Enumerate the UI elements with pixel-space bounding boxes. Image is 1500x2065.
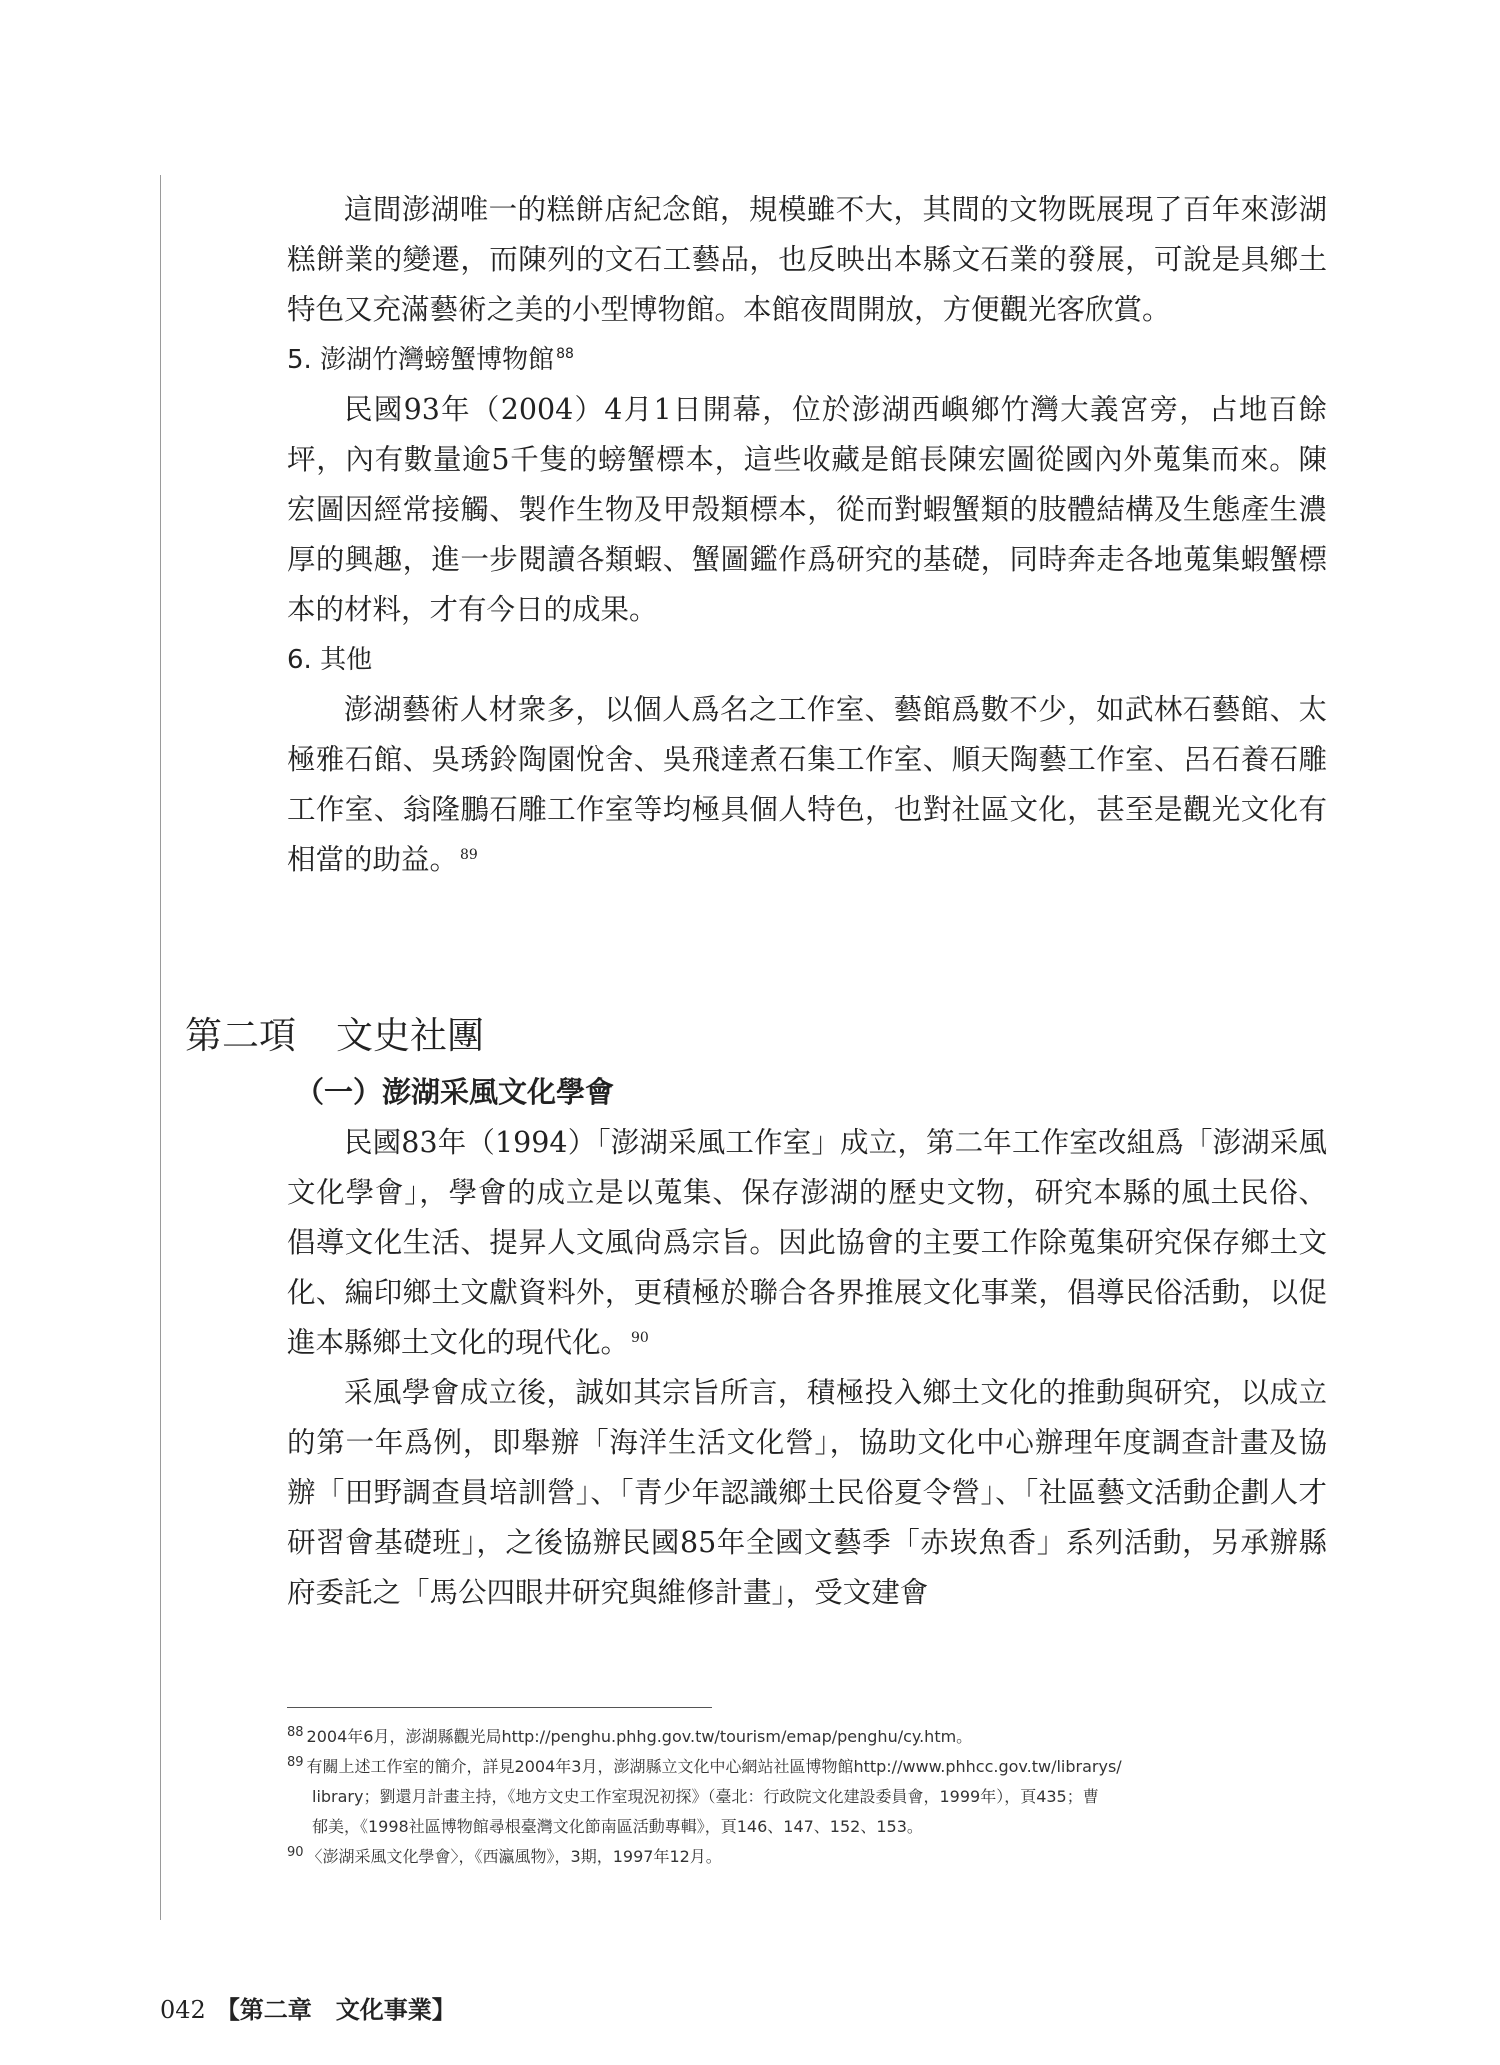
footnote-number: 90 [287, 1844, 304, 1860]
footnote-divider [287, 1707, 712, 1708]
paragraph-society-activities: 采風學會成立後，誠如其宗旨所言，積極投入鄉土文化的推動與研究，以成立的第一年爲例，即舉辦「海洋生活文化營」，協助文化中心辦理年度調查計畫及協辦「田野調查員培訓營」、「青少年認識鄉土民俗夏令營」、「社區藝文活動企劃人才研習會基礎班」，之後協辦民國85年全國文藝季「赤崁魚香」系列活動，另承辦縣府委託之「馬公四眼井研究與維修計畫」，受文建會 [287, 1376, 1327, 1609]
item-heading-crab-museum-text: 5. 澎湖竹灣螃蟹博物館 [287, 345, 555, 375]
footnote-text: 〈澎湖采風文化學會〉，《西瀛風物》，3期，1997年12月。 [306, 1847, 722, 1866]
paragraph-others-text: 澎湖藝術人材衆多，以個人爲名之工作室、藝館爲數不少，如武林石藝館、太極雅石館、吳琇鈴陶園悅舍、吳飛達煮石集工作室、順天陶藝工作室、呂石養石雕工作室、翁隆鵬石雕工作室等均極具個人特色，也對社區文化，甚至是觀光文化有相當的助益。 [287, 693, 1327, 876]
footnote-89-line-2: library；劉還月計畫主持，《地方文史工作室現況初探》（臺北：行政院文化建設委員會，1999年），頁435；曹 [312, 1787, 1099, 1806]
margin-rule [160, 175, 161, 1920]
subsection-heading: （一）澎湖采風文化學會 [295, 1075, 615, 1109]
footnote-number: 89 [287, 1754, 304, 1770]
footnote-text: 2004年6月，澎湖縣觀光局http://penghu.phhg.gov.tw/tourism/emap/penghu/cy.htm。 [306, 1727, 973, 1746]
section-heading [185, 1005, 484, 1059]
paragraph-society-founding [287, 1118, 1327, 1368]
footnotes [287, 1722, 1327, 1872]
footnote-89 [287, 1752, 1327, 1782]
body-text-bottom [287, 1118, 1327, 1618]
footnote-ref-90[interactable]: 90 [631, 1329, 649, 1346]
paragraph-society-founding-text: 民國83年（1994）「澎湖采風工作室」成立，第二年工作室改組爲「澎湖采風文化學會」，學會的成立是以蒐集、保存澎湖的歷史文物，研究本縣的風土民俗、倡導文化生活、提昇人文風尙爲宗旨。因此協會的主要工作除蒐集研究保存鄉土文化、編印鄉土文獻資料外，更積極於聯合各界推展文化事業，倡導民俗活動，以促進本縣鄉土文化的現代化。 [287, 1126, 1327, 1359]
footnote-ref-88[interactable]: 88 [556, 346, 574, 363]
footnote-number: 88 [287, 1724, 304, 1740]
section-label: 第二項 [185, 1014, 296, 1057]
footnote-text: 有關上述工作室的簡介，詳見2004年3月，澎湖縣立文化中心網站社區博物館http://www.phhcc.gov.tw/librarys/ [306, 1757, 1122, 1776]
page-folio [160, 1990, 456, 2025]
paragraph-others [287, 685, 1327, 885]
running-chapter-title: 【第二章 文化事業】 [215, 1995, 456, 2024]
footnote-89-line-3: 郁美，《1998社區博物館尋根臺灣文化節南區活動專輯》，頁146、147、152、153。 [312, 1817, 923, 1836]
page-number: 042 [160, 1996, 206, 2024]
item-heading-crab-museum [287, 335, 1327, 385]
footnote-ref-89[interactable]: 89 [460, 846, 478, 863]
paragraph-museum-summary: 這間澎湖唯一的糕餅店紀念館，規模雖不大，其間的文物既展現了百年來澎湖糕餅業的變遷，而陳列的文石工藝品，也反映出本縣文石業的發展，可說是具鄉土特色又充滿藝術之美的小型博物館。本館夜間開放，方便觀光客欣賞。 [287, 193, 1327, 326]
body-text-top [287, 185, 1327, 885]
footnote-88 [287, 1722, 1327, 1752]
section-title: 文史社團 [336, 1014, 484, 1057]
item-heading-others: 6. 其他 [287, 645, 373, 675]
footnote-90 [287, 1842, 1327, 1872]
paragraph-crab-museum: 民國93年（2004）4月1日開幕，位於澎湖西嶼鄉竹灣大義宮旁，占地百餘坪，內有數量逾5千隻的螃蟹標本，這些收藏是館長陳宏圖從國內外蒐集而來。陳宏圖因經常接觸、製作生物及甲殼類標本，從而對蝦蟹類的肢體結構及生態產生濃厚的興趣，進一步閱讀各類蝦、蟹圖鑑作爲研究的基礎，同時奔走各地蒐集蝦蟹標本的材料，才有今日的成果。 [287, 393, 1327, 626]
